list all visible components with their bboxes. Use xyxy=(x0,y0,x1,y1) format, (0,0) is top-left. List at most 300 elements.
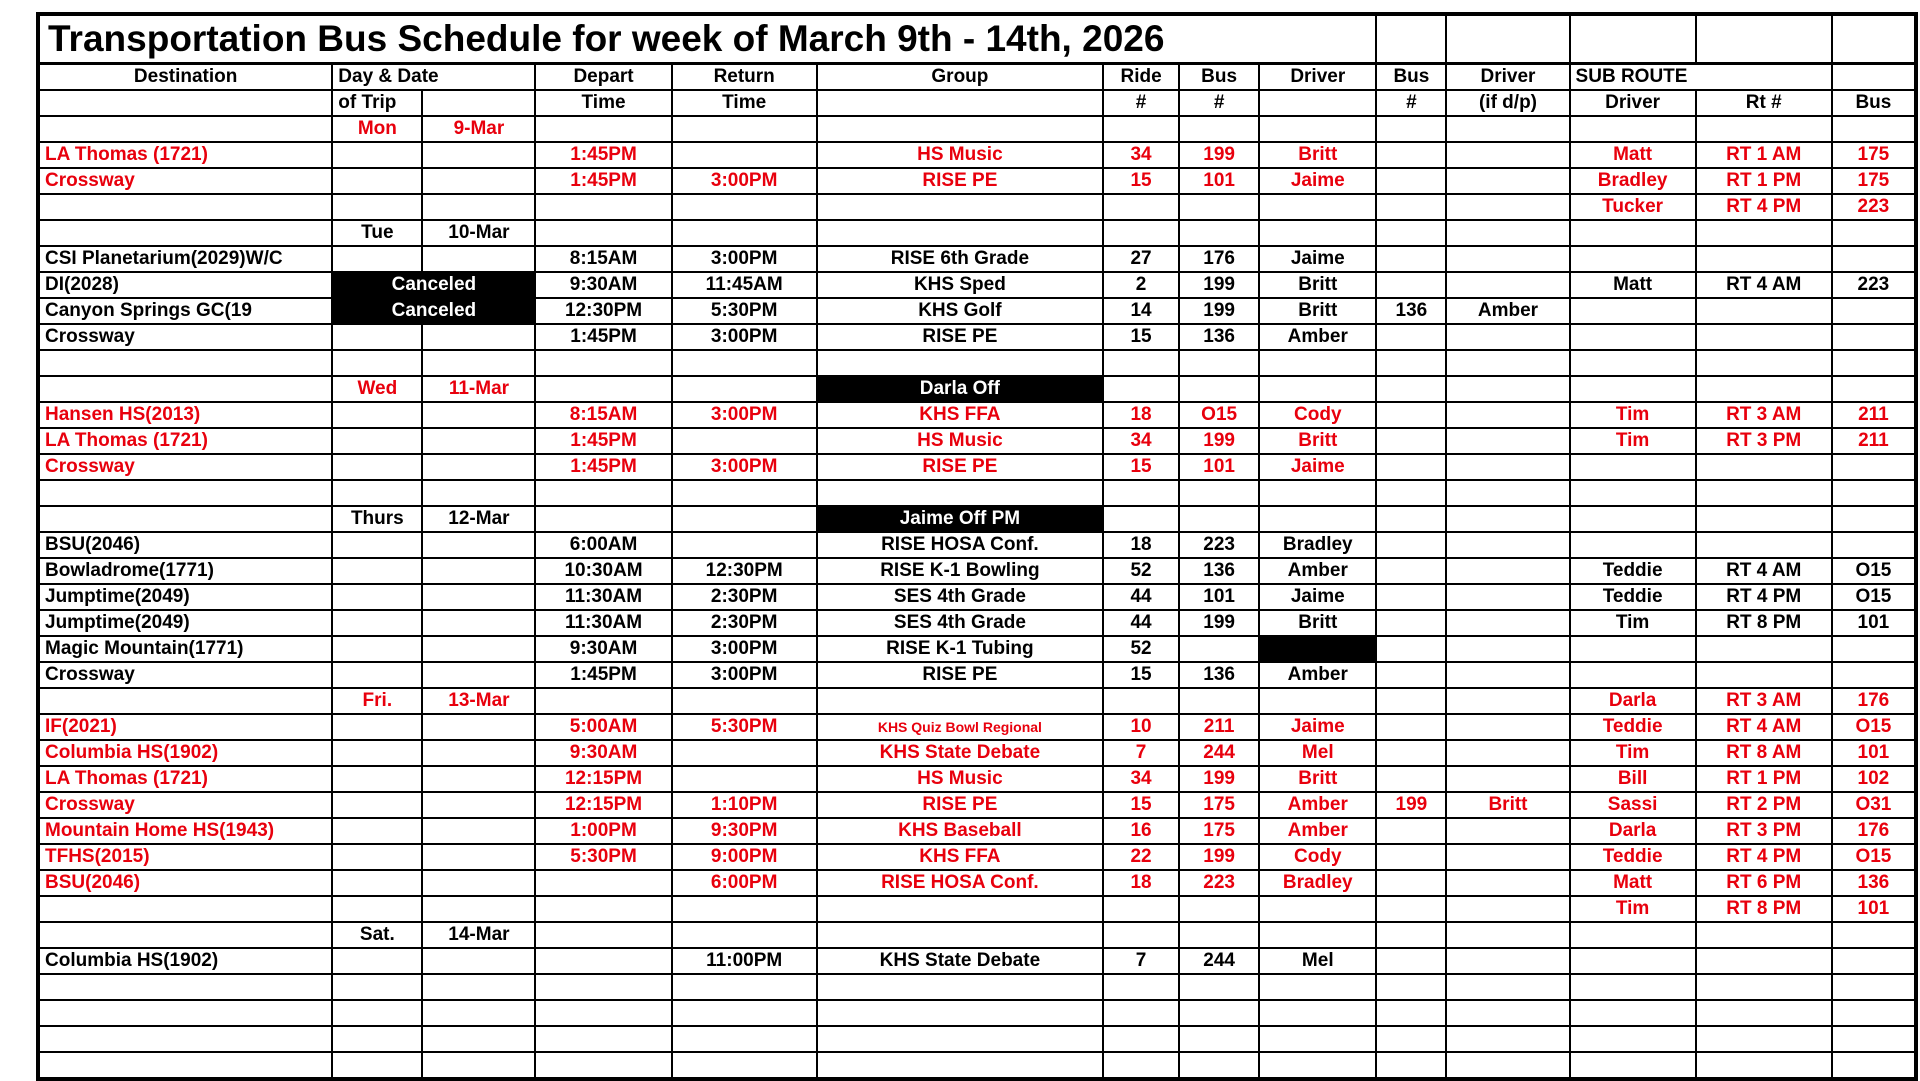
cell-return-time: 12:30PM xyxy=(672,558,817,584)
cell-sub-rt-num: RT 8 AM xyxy=(1696,740,1832,766)
cell-date xyxy=(422,194,535,220)
cell-ride-num: 14 xyxy=(1103,298,1179,324)
cell-ride-num: 44 xyxy=(1103,584,1179,610)
table-row xyxy=(38,584,1916,610)
cell-destination xyxy=(38,688,332,714)
cell-driver: Cody xyxy=(1259,844,1376,870)
col-header-bus: Bus xyxy=(1179,64,1259,91)
col-header-driver-if: Driver xyxy=(1446,64,1569,91)
cell-day: Canceled xyxy=(332,298,535,324)
cell-bus2-num xyxy=(1376,142,1446,168)
cell-bus2-num xyxy=(1376,948,1446,974)
cell-return-time xyxy=(672,428,817,454)
cell-sub-bus: O15 xyxy=(1832,714,1916,740)
cell-driver-if-dp xyxy=(1446,142,1569,168)
cell-group: RISE PE xyxy=(817,168,1103,194)
cell-driver: Amber xyxy=(1259,792,1376,818)
cell-bus-num xyxy=(1179,1026,1259,1052)
cell-sub-rt-num: RT 3 AM xyxy=(1696,402,1832,428)
cell-destination: Jumptime(2049) xyxy=(38,610,332,636)
cell-return-time xyxy=(672,688,817,714)
cell-depart-time: 1:45PM xyxy=(535,428,671,454)
cell-group: KHS Golf xyxy=(817,298,1103,324)
cell-driver-if-dp xyxy=(1446,272,1569,298)
cell-bus2-num xyxy=(1376,1052,1446,1079)
cell-sub-rt-num xyxy=(1696,298,1832,324)
cell-driver-if-dp xyxy=(1446,922,1569,948)
cell-driver: Britt xyxy=(1259,272,1376,298)
schedule-rows xyxy=(38,116,1916,1079)
cell-sub-driver xyxy=(1570,662,1696,688)
cell-destination: TFHS(2015) xyxy=(38,844,332,870)
cell-destination: Crossway xyxy=(38,168,332,194)
cell-sub-bus xyxy=(1832,532,1916,558)
cell-sub-driver xyxy=(1570,948,1696,974)
cell-date: 14-Mar xyxy=(422,922,535,948)
cell-bus-num: 244 xyxy=(1179,740,1259,766)
cell-destination xyxy=(38,974,332,1000)
cell-bus-num: 199 xyxy=(1179,298,1259,324)
cell-group xyxy=(817,896,1103,922)
cell-depart-time xyxy=(535,870,671,896)
cell-bus2-num xyxy=(1376,922,1446,948)
cell-date xyxy=(422,584,535,610)
cell-sub-driver xyxy=(1570,922,1696,948)
cell-ride-num: 18 xyxy=(1103,870,1179,896)
cell-group: SES 4th Grade xyxy=(817,584,1103,610)
cell-driver-if-dp xyxy=(1446,896,1569,922)
cell-bus-num xyxy=(1179,1052,1259,1079)
cell-destination: Crossway xyxy=(38,662,332,688)
cell-driver: Mel xyxy=(1259,740,1376,766)
cell-depart-time xyxy=(535,1000,671,1026)
cell-day xyxy=(332,1026,422,1052)
cell-day xyxy=(332,584,422,610)
cell-ride-num xyxy=(1103,116,1179,142)
cell-return-time: 3:00PM xyxy=(672,402,817,428)
cell-group xyxy=(817,1026,1103,1052)
cell-return-time: 11:45AM xyxy=(672,272,817,298)
cell-sub-driver: Teddie xyxy=(1570,714,1696,740)
cell-date xyxy=(422,1052,535,1079)
cell-bus2-num xyxy=(1376,584,1446,610)
cell-depart-time: 6:00AM xyxy=(535,532,671,558)
cell-bus-num: 175 xyxy=(1179,818,1259,844)
cell-date xyxy=(422,974,535,1000)
cell-day xyxy=(332,428,422,454)
cell-date xyxy=(422,324,535,350)
table-row xyxy=(38,506,1916,532)
cell-day xyxy=(332,142,422,168)
cell-date xyxy=(422,818,535,844)
cell-sub-driver: Bill xyxy=(1570,766,1696,792)
cell-driver: Jaime xyxy=(1259,168,1376,194)
cell-sub-rt-num xyxy=(1696,532,1832,558)
cell-bus2-num xyxy=(1376,376,1446,402)
cell-sub-bus xyxy=(1832,376,1916,402)
cell-bus2-num xyxy=(1376,402,1446,428)
cell-driver xyxy=(1259,116,1376,142)
cell-date xyxy=(422,350,535,376)
table-row xyxy=(38,220,1916,246)
table-row xyxy=(38,480,1916,506)
cell-bus2-num xyxy=(1376,246,1446,272)
cell-driver-if-dp xyxy=(1446,1026,1569,1052)
table-row xyxy=(38,688,1916,714)
cell-date xyxy=(422,480,535,506)
cell-day xyxy=(332,792,422,818)
cell-depart-time xyxy=(535,506,671,532)
cell-day xyxy=(332,636,422,662)
cell-depart-time: 11:30AM xyxy=(535,584,671,610)
cell-depart-time: 1:45PM xyxy=(535,662,671,688)
cell-depart-time xyxy=(535,116,671,142)
cell-ride-num xyxy=(1103,350,1179,376)
header2-blank-group xyxy=(817,90,1103,116)
page-title: Transportation Bus Schedule for week of March 9th - 14th, 2026 xyxy=(38,14,1376,64)
cell-driver: Jaime xyxy=(1259,246,1376,272)
table-row xyxy=(38,376,1916,402)
cell-depart-time xyxy=(535,1026,671,1052)
cell-destination: Jumptime(2049) xyxy=(38,584,332,610)
cell-sub-driver: Teddie xyxy=(1570,584,1696,610)
cell-bus2-num xyxy=(1376,116,1446,142)
cell-day xyxy=(332,454,422,480)
cell-driver: Amber xyxy=(1259,558,1376,584)
cell-bus-num: 199 xyxy=(1179,766,1259,792)
cell-destination: Canyon Springs GC(19 xyxy=(38,298,332,324)
cell-return-time: 3:00PM xyxy=(672,324,817,350)
cell-sub-bus: O31 xyxy=(1832,792,1916,818)
cell-bus-num xyxy=(1179,194,1259,220)
cell-date xyxy=(422,844,535,870)
cell-depart-time: 1:45PM xyxy=(535,454,671,480)
cell-group: RISE PE xyxy=(817,662,1103,688)
cell-return-time: 3:00PM xyxy=(672,636,817,662)
cell-sub-bus xyxy=(1832,974,1916,1000)
cell-driver-if-dp xyxy=(1446,428,1569,454)
title-row-blank-cell xyxy=(1376,14,1446,64)
cell-bus-num xyxy=(1179,688,1259,714)
cell-sub-rt-num xyxy=(1696,246,1832,272)
cell-driver-if-dp xyxy=(1446,532,1569,558)
cell-driver xyxy=(1259,688,1376,714)
cell-day xyxy=(332,714,422,740)
cell-destination: Hansen HS(2013) xyxy=(38,402,332,428)
cell-bus2-num xyxy=(1376,714,1446,740)
col-header-sub-route: SUB ROUTE xyxy=(1570,64,1832,91)
cell-bus2-num xyxy=(1376,454,1446,480)
cell-return-time xyxy=(672,116,817,142)
cell-depart-time: 9:30AM xyxy=(535,272,671,298)
cell-day: Wed xyxy=(332,376,422,402)
cell-bus-num: 199 xyxy=(1179,610,1259,636)
cell-bus-num: 101 xyxy=(1179,454,1259,480)
col-header-rt-num: Rt # xyxy=(1696,90,1832,116)
cell-date xyxy=(422,714,535,740)
cell-driver: Jaime xyxy=(1259,454,1376,480)
cell-driver xyxy=(1259,506,1376,532)
cell-day xyxy=(332,766,422,792)
col-header-sub-driver: Driver xyxy=(1570,90,1696,116)
cell-sub-rt-num xyxy=(1696,116,1832,142)
cell-return-time: 3:00PM xyxy=(672,662,817,688)
cell-destination: IF(2021) xyxy=(38,714,332,740)
cell-bus2-num: 199 xyxy=(1376,792,1446,818)
cell-sub-driver: Sassi xyxy=(1570,792,1696,818)
cell-return-time xyxy=(672,220,817,246)
cell-driver-if-dp xyxy=(1446,610,1569,636)
cell-destination: LA Thomas (1721) xyxy=(38,766,332,792)
cell-bus2-num xyxy=(1376,480,1446,506)
cell-destination xyxy=(38,220,332,246)
cell-driver-if-dp xyxy=(1446,350,1569,376)
cell-driver-if-dp xyxy=(1446,376,1569,402)
cell-sub-bus: 136 xyxy=(1832,870,1916,896)
cell-depart-time: 1:00PM xyxy=(535,818,671,844)
cell-day: Canceled xyxy=(332,272,535,298)
cell-driver: Jaime xyxy=(1259,584,1376,610)
cell-group xyxy=(817,194,1103,220)
col-header-of-trip: of Trip xyxy=(332,90,422,116)
cell-sub-bus xyxy=(1832,922,1916,948)
cell-ride-num xyxy=(1103,376,1179,402)
cell-driver-if-dp xyxy=(1446,480,1569,506)
cell-group: HS Music xyxy=(817,766,1103,792)
title-row-blank-cell xyxy=(1832,14,1916,64)
cell-destination: Crossway xyxy=(38,454,332,480)
table-row xyxy=(38,1026,1916,1052)
cell-depart-time xyxy=(535,1052,671,1079)
cell-group: KHS State Debate xyxy=(817,948,1103,974)
cell-sub-driver xyxy=(1570,506,1696,532)
cell-ride-num: 7 xyxy=(1103,948,1179,974)
cell-destination: CSI Planetarium(2029)W/C xyxy=(38,246,332,272)
cell-depart-time: 5:30PM xyxy=(535,844,671,870)
table-row xyxy=(38,246,1916,272)
cell-driver-if-dp xyxy=(1446,194,1569,220)
cell-bus-num: 101 xyxy=(1179,168,1259,194)
cell-destination xyxy=(38,1052,332,1079)
cell-day xyxy=(332,558,422,584)
title-row-blank-cell xyxy=(1696,14,1832,64)
col-header-ride-num: # xyxy=(1103,90,1179,116)
cell-ride-num xyxy=(1103,1052,1179,1079)
cell-date xyxy=(422,662,535,688)
col-header-driver: Driver xyxy=(1259,64,1376,91)
col-header-group: Group xyxy=(817,64,1103,91)
table-row xyxy=(38,610,1916,636)
cell-depart-time: 5:00AM xyxy=(535,714,671,740)
cell-sub-driver xyxy=(1570,376,1696,402)
cell-sub-rt-num xyxy=(1696,1000,1832,1026)
table-row xyxy=(38,662,1916,688)
cell-group: RISE 6th Grade xyxy=(817,246,1103,272)
table-row xyxy=(38,558,1916,584)
cell-bus-num: 211 xyxy=(1179,714,1259,740)
cell-ride-num: 15 xyxy=(1103,168,1179,194)
cell-date xyxy=(422,1000,535,1026)
cell-sub-driver: Darla xyxy=(1570,688,1696,714)
cell-sub-bus xyxy=(1832,1000,1916,1026)
cell-driver xyxy=(1259,350,1376,376)
cell-driver-if-dp xyxy=(1446,766,1569,792)
cell-return-time: 5:30PM xyxy=(672,714,817,740)
cell-sub-rt-num xyxy=(1696,376,1832,402)
cell-bus-num xyxy=(1179,376,1259,402)
cell-ride-num xyxy=(1103,220,1179,246)
cell-sub-rt-num: RT 3 PM xyxy=(1696,818,1832,844)
cell-group: RISE K-1 Tubing xyxy=(817,636,1103,662)
cell-destination: BSU(2046) xyxy=(38,870,332,896)
cell-driver: Britt xyxy=(1259,766,1376,792)
cell-sub-driver: Matt xyxy=(1570,870,1696,896)
cell-sub-driver: Bradley xyxy=(1570,168,1696,194)
cell-ride-num: 52 xyxy=(1103,636,1179,662)
cell-sub-bus: 211 xyxy=(1832,428,1916,454)
header2-blank-destination xyxy=(38,90,332,116)
cell-depart-time: 9:30AM xyxy=(535,636,671,662)
table-row xyxy=(38,324,1916,350)
cell-sub-driver: Teddie xyxy=(1570,844,1696,870)
cell-sub-rt-num xyxy=(1696,324,1832,350)
col-header-ride: Ride xyxy=(1103,64,1179,91)
cell-driver xyxy=(1259,480,1376,506)
col-header-bus-num: # xyxy=(1179,90,1259,116)
cell-ride-num: 2 xyxy=(1103,272,1179,298)
cell-date xyxy=(422,558,535,584)
cell-return-time: 11:00PM xyxy=(672,948,817,974)
cell-group: KHS FFA xyxy=(817,402,1103,428)
col-header-day-date: Day & Date xyxy=(332,64,535,91)
cell-destination xyxy=(38,1026,332,1052)
cell-sub-rt-num: RT 1 PM xyxy=(1696,168,1832,194)
cell-day xyxy=(332,168,422,194)
cell-return-time xyxy=(672,1052,817,1079)
cell-ride-num: 22 xyxy=(1103,844,1179,870)
table-row xyxy=(38,116,1916,142)
cell-return-time: 6:00PM xyxy=(672,870,817,896)
cell-driver-if-dp xyxy=(1446,636,1569,662)
table-row xyxy=(38,870,1916,896)
cell-group xyxy=(817,480,1103,506)
cell-group: Darla Off xyxy=(817,376,1103,402)
cell-day xyxy=(332,480,422,506)
cell-bus2-num xyxy=(1376,324,1446,350)
cell-bus2-num xyxy=(1376,194,1446,220)
header2-blank-driver xyxy=(1259,90,1376,116)
cell-depart-time: 8:15AM xyxy=(535,246,671,272)
table-row xyxy=(38,350,1916,376)
cell-ride-num: 15 xyxy=(1103,662,1179,688)
cell-group: KHS FFA xyxy=(817,844,1103,870)
cell-depart-time xyxy=(535,896,671,922)
cell-ride-num xyxy=(1103,922,1179,948)
cell-sub-rt-num xyxy=(1696,974,1832,1000)
cell-depart-time: 12:15PM xyxy=(535,792,671,818)
cell-day xyxy=(332,870,422,896)
cell-sub-rt-num: RT 4 AM xyxy=(1696,714,1832,740)
cell-group xyxy=(817,688,1103,714)
cell-date: 11-Mar xyxy=(422,376,535,402)
cell-date xyxy=(422,1026,535,1052)
cell-sub-rt-num: RT 4 AM xyxy=(1696,558,1832,584)
cell-driver-if-dp xyxy=(1446,870,1569,896)
cell-driver-if-dp xyxy=(1446,740,1569,766)
cell-sub-driver xyxy=(1570,350,1696,376)
cell-destination xyxy=(38,506,332,532)
cell-date xyxy=(422,428,535,454)
cell-bus-num xyxy=(1179,116,1259,142)
cell-sub-driver xyxy=(1570,1000,1696,1026)
cell-return-time xyxy=(672,974,817,1000)
cell-driver-if-dp xyxy=(1446,818,1569,844)
cell-driver: Britt xyxy=(1259,142,1376,168)
cell-date: 10-Mar xyxy=(422,220,535,246)
cell-group: RISE PE xyxy=(817,324,1103,350)
title-row-blank-cell xyxy=(1570,14,1696,64)
cell-driver xyxy=(1259,636,1376,662)
cell-bus2-num xyxy=(1376,870,1446,896)
cell-sub-rt-num: RT 2 PM xyxy=(1696,792,1832,818)
cell-ride-num: 15 xyxy=(1103,324,1179,350)
cell-driver: Bradley xyxy=(1259,870,1376,896)
cell-sub-driver xyxy=(1570,1026,1696,1052)
cell-date: 9-Mar xyxy=(422,116,535,142)
cell-sub-bus: 101 xyxy=(1832,610,1916,636)
table-row xyxy=(38,714,1916,740)
cell-sub-rt-num xyxy=(1696,662,1832,688)
cell-depart-time xyxy=(535,350,671,376)
cell-driver-if-dp xyxy=(1446,558,1569,584)
cell-depart-time: 11:30AM xyxy=(535,610,671,636)
cell-day: Thurs xyxy=(332,506,422,532)
cell-date xyxy=(422,948,535,974)
cell-driver-if-dp xyxy=(1446,688,1569,714)
cell-sub-driver: Tim xyxy=(1570,740,1696,766)
cell-ride-num: 34 xyxy=(1103,766,1179,792)
cell-sub-rt-num: RT 3 PM xyxy=(1696,428,1832,454)
table-row xyxy=(38,142,1916,168)
cell-sub-rt-num xyxy=(1696,1052,1832,1079)
col-header-return: Return xyxy=(672,64,817,91)
cell-bus-num: 199 xyxy=(1179,844,1259,870)
cell-bus-num xyxy=(1179,636,1259,662)
cell-group xyxy=(817,220,1103,246)
cell-group: RISE HOSA Conf. xyxy=(817,870,1103,896)
cell-sub-driver: Tim xyxy=(1570,428,1696,454)
cell-bus2-num xyxy=(1376,636,1446,662)
cell-day xyxy=(332,1052,422,1079)
cell-sub-bus: 175 xyxy=(1832,168,1916,194)
col-header-bus2: Bus xyxy=(1376,64,1446,91)
cell-driver xyxy=(1259,1026,1376,1052)
cell-destination xyxy=(38,194,332,220)
cell-ride-num: 18 xyxy=(1103,532,1179,558)
cell-sub-rt-num: RT 1 PM xyxy=(1696,766,1832,792)
title-row-blank-cell xyxy=(1446,14,1569,64)
cell-driver-if-dp xyxy=(1446,714,1569,740)
cell-group: KHS State Debate xyxy=(817,740,1103,766)
col-header-bus2-num: # xyxy=(1376,90,1446,116)
cell-sub-rt-num xyxy=(1696,454,1832,480)
cell-return-time xyxy=(672,506,817,532)
cell-driver xyxy=(1259,376,1376,402)
cell-ride-num xyxy=(1103,480,1179,506)
cell-day xyxy=(332,532,422,558)
cell-destination xyxy=(38,376,332,402)
col-header-return-time: Time xyxy=(672,90,817,116)
